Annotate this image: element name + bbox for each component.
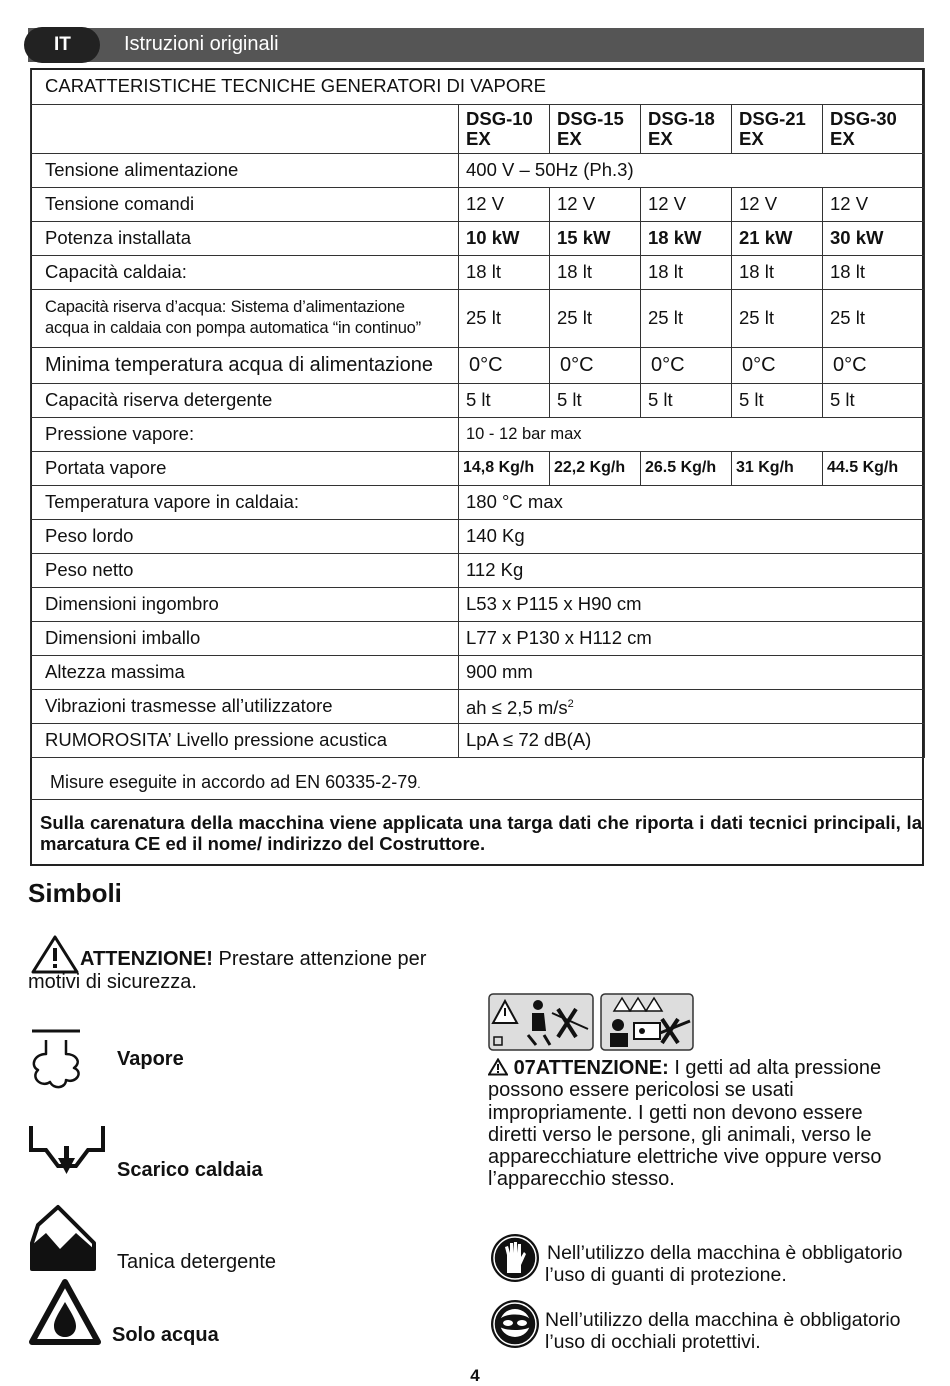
table-row: Altezza massima 900 mm (31, 655, 925, 689)
jet-warning-decal-icon (488, 993, 594, 1051)
table-row: Minima temperatura acqua di alimentazione 0°C 0°C 0°C 0°C 0°C (31, 347, 925, 383)
language-badge: IT (24, 27, 100, 63)
model-header: DSG-18 EX (641, 104, 732, 153)
table-title: CARATTERISTICHE TECNICHE GENERATORI DI VAPORE (31, 68, 925, 104)
table-row: Dimensioni ingombro L53 x P115 x H90 cm (31, 587, 925, 621)
gloves-text: Nell’utilizzo della macchina è obbligatorio l’uso di guanti di protezione. (545, 1242, 903, 1286)
model-header: DSG-10 EX (459, 104, 550, 153)
table-row: Peso netto 112 Kg (31, 553, 925, 587)
boiler-drain-label: Scarico caldaia (117, 1159, 263, 1181)
page-number: 4 (470, 1366, 480, 1385)
model-header: DSG-15 EX (550, 104, 641, 153)
steam-icon (28, 1028, 84, 1092)
detergent-tank-icon (28, 1203, 102, 1273)
table-row: Capacità caldaia: 18 lt 18 lt 18 lt 18 lt 18 lt (31, 255, 925, 289)
spec-table (30, 68, 925, 758)
safety-goggles-icon (490, 1299, 540, 1349)
boiler-drain-icon (28, 1122, 106, 1178)
measurement-note: Misure eseguite in accordo ad EN 60335-2-79. (50, 772, 421, 792)
jets-warning-text: 07ATTENZIONE: I getti ad alta pressione possono essere pericolosi se usati impropriamente. I getti non devono essere diretti verso le persone, gli animali, verso le apparecchiature elettriche vive oppure verso l’apparecchio stesso. (488, 1057, 882, 1191)
table-row: Capacità riserva detergente 5 lt 5 lt 5 lt 5 lt 5 lt (31, 383, 925, 417)
data-plate-note: Sulla carenatura della macchina viene applicata una targa dati che riporta i dati tecnici principali, la marcatura CE ed il nome/ indirizzo del Costruttore. (40, 812, 922, 854)
table-row: Portata vapore 14,8 Kg/h 22,2 Kg/h 26.5 Kg/h 31 Kg/h 44.5 Kg/h (31, 451, 925, 485)
divider (30, 799, 924, 800)
model-header: DSG-30 EX (823, 104, 925, 153)
table-row: RUMOROSITA’ Livello pressione acustica LpA ≤ 72 dB(A) (31, 723, 925, 757)
table-title-row (31, 68, 925, 104)
attention-text: ATTENZIONE! Prestare attenzione per motivi di sicurezza. (28, 948, 427, 993)
water-only-label: Solo acqua (112, 1324, 219, 1346)
table-row: Tensione alimentazione 400 V – 50Hz (Ph.3) (31, 153, 925, 187)
model-header: DSG-21 EX (732, 104, 823, 153)
water-only-icon (28, 1278, 102, 1346)
table-row: Pressione vapore: 10 - 12 bar max (31, 417, 925, 451)
table-row: Potenza installata 10 kW 15 kW 18 kW 21 kW 30 kW (31, 221, 925, 255)
steam-label: Vapore (117, 1048, 184, 1070)
table-row: Temperatura vapore in caldaia: 180 °C max (31, 485, 925, 519)
gloves-icon (490, 1233, 540, 1283)
table-row: Tensione comandi 12 V 12 V 12 V 12 V 12 V (31, 187, 925, 221)
table-row: Vibrazioni trasmesse all’utilizzatore ah ≤ 2,5 $m/s^2$ (31, 689, 925, 723)
table-row: Peso lordo 140 Kg (31, 519, 925, 553)
section-title: Simboli (28, 878, 122, 908)
header-title: Istruzioni originali (124, 33, 279, 55)
table-header-row (31, 104, 925, 153)
table-row: Dimensioni imballo L77 x P130 x H112 cm (31, 621, 925, 655)
electrical-warning-decal-icon (600, 993, 694, 1051)
warning-triangle-icon (488, 1058, 508, 1076)
table-row: Capacità riserva d’acqua: Sistema d’alimentazione acqua in caldaia con pompa automatica “in continuo” 25 lt 25 lt 25 lt 25 lt 25 lt (31, 289, 925, 347)
detergent-tank-label: Tanica detergente (117, 1251, 277, 1273)
goggles-text: Nell’utilizzo della macchina è obbligatorio l’uso di occhiali protettivi. (545, 1309, 901, 1353)
